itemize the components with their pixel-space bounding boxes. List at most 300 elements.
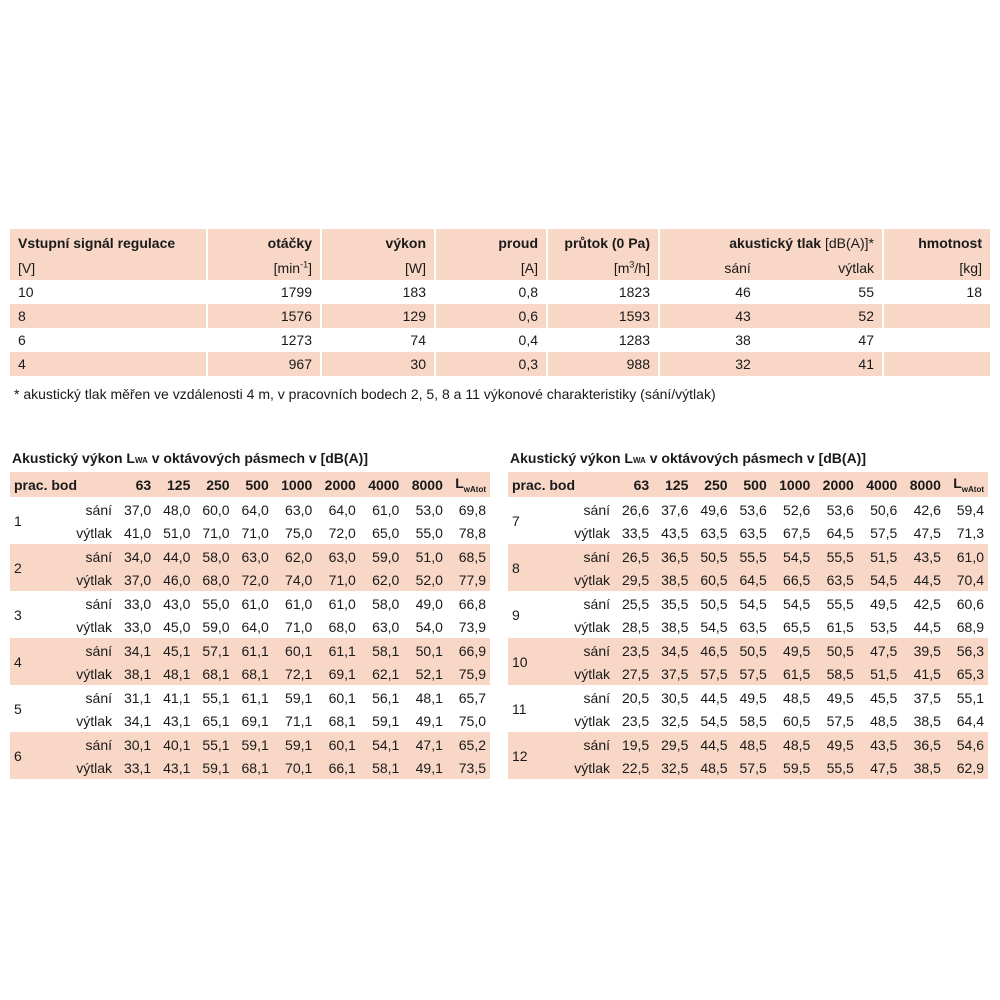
row-label: výtlak [46, 756, 116, 779]
cell-discharge: 47 [759, 328, 884, 352]
operating-point: 8 [508, 544, 544, 591]
cell-value: 33,0 [123, 595, 152, 612]
cell-discharge: 41 [759, 352, 884, 376]
cell-value: 48,5 [771, 732, 815, 756]
cell-weight [884, 304, 990, 328]
table-row [508, 615, 988, 638]
cell-value: 41,0 [123, 524, 152, 541]
header-total: $L_{wAtot}$ [447, 472, 490, 497]
cell-value: 66,9 [447, 638, 490, 662]
header-band: 250 [692, 472, 731, 497]
cell-value: 58,1 [360, 638, 404, 662]
header-band: 250 [194, 472, 233, 497]
cell-value: 38,5 [901, 756, 945, 779]
cell-value: 61,0 [241, 595, 269, 612]
cell-value: 23,5 [621, 712, 650, 729]
cell-value: 45,0 [163, 618, 191, 635]
cell-value: 26,5 [614, 544, 653, 568]
cell-value: 38,1 [116, 662, 155, 685]
cell-value: 37,0 [116, 568, 155, 591]
unit-flow: $[m^3/h]$ [548, 256, 660, 280]
cell-rpm: 1799 [208, 280, 322, 304]
row-label: výtlak [46, 662, 116, 685]
cell-value: 64,0 [241, 501, 269, 518]
cell-value: 60,0 [202, 501, 230, 518]
cell-value: 57,1 [194, 638, 233, 662]
cell-value: 52,0 [403, 568, 447, 591]
table-row [10, 638, 490, 662]
cell-value: 23,5 [614, 638, 653, 662]
cell-value: 27,5 [614, 662, 653, 685]
cell-value: 37,5 [653, 662, 692, 685]
cell-value: 50,6 [870, 501, 898, 518]
cell-value: 62,0 [360, 568, 404, 591]
cell-value: 63,5 [739, 524, 767, 541]
operating-point: 11 [512, 701, 527, 717]
cell-value: 30,5 [661, 689, 689, 706]
cell-value: 38,5 [913, 712, 941, 729]
cell-flow: 1823 [548, 280, 660, 304]
cell-value: 43,0 [163, 595, 191, 612]
cell-value: 75,9 [447, 662, 490, 685]
cell-value: 42,6 [913, 501, 941, 518]
cell-value: 52,6 [783, 501, 811, 518]
table-row [508, 497, 988, 521]
table-row [10, 352, 990, 376]
cell-value: 49,0 [415, 595, 443, 612]
cell-value: 75,0 [285, 524, 313, 541]
cell-value: 54,5 [771, 544, 815, 568]
cell-value: 35,5 [661, 595, 689, 612]
unit-current: [A] [436, 256, 548, 280]
table-row [10, 709, 490, 732]
row-label: sání [544, 544, 614, 568]
cell-value: 65,7 [458, 689, 486, 706]
cell-value: 37,0 [123, 501, 152, 518]
cell-value: 56,3 [945, 638, 988, 662]
cell-value: 71,0 [202, 524, 230, 541]
cell-value: 63,5 [814, 568, 858, 591]
cell-value: 47,1 [403, 732, 447, 756]
operating-point: 9 [512, 607, 520, 623]
header-signal: Vstupní signál regulace [10, 229, 208, 256]
cell-value: 65,1 [202, 712, 230, 729]
header-flow: průtok (0 Pa) [548, 229, 660, 256]
table-row [10, 280, 990, 304]
header-band: 63 [116, 472, 155, 497]
cell-value: 60,5 [692, 568, 731, 591]
row-label: výtlak [574, 524, 610, 541]
cell-value: 59,1 [285, 689, 313, 706]
cell-value: 62,0 [273, 544, 317, 568]
main-table-header-row [10, 229, 990, 256]
cell-value: 64,0 [328, 501, 356, 518]
cell-value: 43,1 [155, 756, 194, 779]
cell-value: 55,0 [415, 524, 443, 541]
cell-value: 61,0 [285, 595, 313, 612]
cell-value: 44,5 [700, 689, 728, 706]
cell-value: 64,5 [732, 568, 771, 591]
operating-point: 3 [14, 607, 22, 623]
cell-value: 57,5 [826, 712, 854, 729]
row-label: výtlak [76, 712, 112, 729]
cell-value: 68,9 [956, 618, 984, 635]
octave-header-row [508, 472, 988, 497]
cell-value: 61,1 [234, 638, 273, 662]
cell-value: 48,1 [415, 689, 443, 706]
cell-value: 29,5 [614, 568, 653, 591]
cell-value: 77,9 [447, 568, 490, 591]
cell-signal: 4 [10, 352, 208, 376]
row-label: sání [583, 501, 610, 518]
cell-value: 59,1 [194, 756, 233, 779]
cell-value: 60,6 [956, 595, 984, 612]
header-band: 2000 [316, 472, 360, 497]
header-band: 125 [653, 472, 692, 497]
table-row [508, 544, 988, 568]
cell-power: 129 [322, 304, 436, 328]
cell-value: 38,5 [661, 618, 689, 635]
unit-suction: sání [660, 256, 759, 280]
cell-value: 42,5 [913, 595, 941, 612]
cell-value: 55,5 [732, 544, 771, 568]
cell-value: 43,1 [163, 712, 191, 729]
cell-value: 51,5 [858, 544, 902, 568]
table-row [10, 615, 490, 638]
header-band: 2000 [814, 472, 858, 497]
cell-value: 43,5 [661, 524, 689, 541]
cell-value: 54,5 [783, 595, 811, 612]
operating-point: 5 [14, 701, 22, 717]
fan-parameters-table [10, 229, 990, 376]
operating-point: 4 [10, 638, 46, 685]
cell-value: 65,5 [783, 618, 811, 635]
cell-value: 74,0 [273, 568, 317, 591]
table-row [10, 662, 490, 685]
cell-value: 71,3 [956, 524, 984, 541]
cell-value: 33,5 [621, 524, 650, 541]
cell-value: 46,5 [692, 638, 731, 662]
cell-value: 72,0 [234, 568, 273, 591]
row-label: výtlak [574, 712, 610, 729]
cell-value: 67,5 [783, 524, 811, 541]
unit-signal: [V] [10, 256, 208, 280]
cell-value: 53,6 [826, 501, 854, 518]
cell-weight: 18 [966, 284, 982, 300]
unit-weight: [kg] [884, 256, 990, 280]
cell-value: 44,5 [901, 568, 945, 591]
cell-weight [884, 328, 990, 352]
table-row [508, 591, 988, 615]
operating-point: 10 [508, 638, 544, 685]
cell-value: 68,1 [194, 662, 233, 685]
octave-table-left [10, 472, 490, 779]
row-label: sání [46, 638, 116, 662]
row-label: sání [85, 501, 112, 518]
cell-value: 45,5 [870, 689, 898, 706]
cell-value: 58,5 [814, 662, 858, 685]
cell-suction: 46 [735, 284, 751, 300]
table-row [10, 756, 490, 779]
cell-flow: 1593 [548, 304, 660, 328]
cell-value: 71,0 [285, 618, 313, 635]
cell-value: 78,8 [458, 524, 486, 541]
table-row [508, 662, 988, 685]
cell-value: 48,5 [692, 756, 731, 779]
header-weight: hmotnost [884, 229, 990, 256]
table-row [10, 732, 490, 756]
cell-value: 62,9 [945, 756, 988, 779]
cell-value: 71,0 [316, 568, 360, 591]
cell-value: 54,5 [739, 595, 767, 612]
table-row [508, 521, 988, 544]
cell-value: 47,5 [858, 756, 902, 779]
footnote: * akustický tlak měřen ve vzdálenosti 4 m, v pracovních bodech 2, 5, 8 a 11 výkonové charakteristiky (sání/výtlak) [14, 386, 716, 402]
cell-value: 61,0 [372, 501, 400, 518]
header-band: 1000 [771, 472, 815, 497]
cell-value: 50,5 [692, 544, 731, 568]
table-row [10, 497, 490, 521]
cell-value: 41,5 [901, 662, 945, 685]
cell-power: 183 [322, 280, 436, 304]
unit-rpm: $[\min^{-1}]$ [208, 256, 322, 280]
cell-current: 0,3 [436, 352, 548, 376]
cell-value: 72,1 [273, 662, 317, 685]
operating-point: 7 [512, 513, 520, 529]
cell-value: 61,0 [328, 595, 356, 612]
cell-value: 47,5 [913, 524, 941, 541]
table-row [508, 709, 988, 732]
cell-value: 68,1 [234, 662, 273, 685]
octave-title-left: Akustický výkon LWA v oktávových pásmech v [dB(A)] [12, 450, 368, 466]
cell-value: 56,1 [372, 689, 400, 706]
cell-value: 53,0 [415, 501, 443, 518]
cell-value: 62,1 [360, 662, 404, 685]
table-row [10, 685, 490, 709]
cell-value: 54,0 [415, 618, 443, 635]
cell-value: 69,1 [241, 712, 269, 729]
cell-value: 69,1 [316, 662, 360, 685]
cell-value: 29,5 [653, 732, 692, 756]
cell-value: 49,5 [814, 732, 858, 756]
cell-value: 45,1 [155, 638, 194, 662]
cell-value: 63,5 [739, 618, 767, 635]
table-row [508, 638, 988, 662]
cell-value: 59,1 [273, 732, 317, 756]
header-band: 4000 [858, 472, 902, 497]
cell-value: 59,0 [202, 618, 230, 635]
cell-value: 46,0 [155, 568, 194, 591]
cell-value: 57,5 [732, 756, 771, 779]
cell-value: 53,5 [870, 618, 898, 635]
header-band: 8000 [403, 472, 447, 497]
cell-value: 65,2 [447, 732, 490, 756]
cell-value: 54,6 [945, 732, 988, 756]
cell-value: 64,5 [826, 524, 854, 541]
cell-value: 66,1 [316, 756, 360, 779]
cell-value: 34,1 [123, 712, 152, 729]
cell-value: 55,1 [956, 689, 984, 706]
header-band: 125 [155, 472, 194, 497]
cell-current: 0,4 [436, 328, 548, 352]
header-band: 8000 [901, 472, 945, 497]
cell-rpm: 1576 [208, 304, 322, 328]
cell-value: 28,5 [621, 618, 650, 635]
cell-value: 49,1 [403, 756, 447, 779]
cell-value: 50,5 [732, 638, 771, 662]
header-operating-point: prac. bod [10, 472, 116, 497]
cell-discharge: 52 [759, 304, 884, 328]
cell-value: 50,1 [403, 638, 447, 662]
cell-value: 64,0 [241, 618, 269, 635]
cell-signal: 6 [10, 328, 208, 352]
cell-value: 59,0 [360, 544, 404, 568]
octave-header-row [10, 472, 490, 497]
cell-value: 66,8 [458, 595, 486, 612]
cell-value: 36,5 [653, 544, 692, 568]
cell-value: 44,5 [913, 618, 941, 635]
header-power: výkon [322, 229, 436, 256]
row-label: výtlak [76, 618, 112, 635]
cell-value: 55,5 [814, 544, 858, 568]
cell-value: 61,0 [945, 544, 988, 568]
cell-value: 50,5 [814, 638, 858, 662]
cell-value: 61,1 [241, 689, 269, 706]
cell-discharge: 55 [759, 280, 884, 304]
cell-value: 73,5 [447, 756, 490, 779]
cell-value: 39,5 [901, 638, 945, 662]
cell-value: 66,5 [771, 568, 815, 591]
row-label: sání [583, 689, 610, 706]
cell-value: 63,0 [285, 501, 313, 518]
cell-value: 65,0 [372, 524, 400, 541]
cell-value: 47,5 [858, 638, 902, 662]
cell-flow: 988 [548, 352, 660, 376]
cell-suction: 43 [660, 304, 759, 328]
cell-value: 25,5 [621, 595, 650, 612]
cell-value: 71,0 [241, 524, 269, 541]
cell-weight [884, 352, 990, 376]
cell-value: 43,5 [858, 732, 902, 756]
cell-value: 68,0 [194, 568, 233, 591]
cell-value: 55,1 [194, 732, 233, 756]
cell-value: 57,5 [692, 662, 731, 685]
table-row [10, 544, 490, 568]
cell-value: 31,1 [123, 689, 152, 706]
cell-value: 63,0 [316, 544, 360, 568]
cell-value: 30,1 [116, 732, 155, 756]
cell-value: 48,0 [163, 501, 191, 518]
cell-value: 55,5 [814, 756, 858, 779]
cell-value: 37,6 [661, 501, 689, 518]
cell-value: 48,5 [870, 712, 898, 729]
cell-value: 57,5 [870, 524, 898, 541]
cell-power: 30 [322, 352, 436, 376]
cell-value: 58,1 [360, 756, 404, 779]
cell-value: 54,5 [700, 712, 728, 729]
cell-suction: 32 [660, 352, 759, 376]
header-total: $L_{wAtot}$ [945, 472, 988, 497]
row-label: sání [544, 638, 614, 662]
cell-value: 20,5 [621, 689, 650, 706]
cell-value: 34,0 [116, 544, 155, 568]
cell-value: 34,5 [653, 638, 692, 662]
row-label: výtlak [544, 756, 614, 779]
cell-value: 36,5 [901, 732, 945, 756]
cell-value: 61,5 [771, 662, 815, 685]
row-label: výtlak [574, 618, 610, 635]
table-row [10, 304, 990, 328]
cell-value: 51,5 [858, 662, 902, 685]
cell-suction: 38 [735, 332, 751, 348]
cell-value: 54,1 [360, 732, 404, 756]
table-row [10, 328, 990, 352]
row-label: výtlak [46, 568, 116, 591]
header-band: 63 [614, 472, 653, 497]
row-label: sání [85, 595, 112, 612]
cell-value: 68,1 [328, 712, 356, 729]
cell-signal: 10 [10, 280, 208, 304]
cell-value: 63,5 [700, 524, 728, 541]
cell-value: 32,5 [661, 712, 689, 729]
cell-value: 68,0 [328, 618, 356, 635]
cell-value: 40,1 [155, 732, 194, 756]
cell-value: 55,5 [826, 595, 854, 612]
header-band: 1000 [273, 472, 317, 497]
operating-point: 6 [10, 732, 46, 779]
cell-value: 52,1 [403, 662, 447, 685]
cell-value: 65,3 [945, 662, 988, 685]
cell-value: 68,1 [234, 756, 273, 779]
cell-value: 75,0 [458, 712, 486, 729]
unit-power: [W] [322, 256, 436, 280]
cell-value: 55,0 [202, 595, 230, 612]
cell-value: 61,5 [826, 618, 854, 635]
table-row [508, 568, 988, 591]
cell-value: 59,5 [771, 756, 815, 779]
table-row [10, 568, 490, 591]
row-label: výtlak [544, 568, 614, 591]
header-operating-point: prac. bod [508, 472, 614, 497]
cell-value: 49,6 [700, 501, 728, 518]
main-table-units-row [10, 256, 990, 280]
cell-value: 53,6 [739, 501, 767, 518]
cell-value: 58,0 [372, 595, 400, 612]
operating-point: 12 [508, 732, 544, 779]
cell-value: 49,5 [771, 638, 815, 662]
cell-value: 70,4 [945, 568, 988, 591]
row-label: sání [46, 544, 116, 568]
cell-rpm: 967 [208, 352, 322, 376]
cell-current: 0,6 [436, 304, 548, 328]
cell-value: 38,5 [653, 568, 692, 591]
cell-value: 60,1 [273, 638, 317, 662]
cell-value: 60,1 [328, 689, 356, 706]
cell-value: 64,4 [956, 712, 984, 729]
row-label: sání [583, 595, 610, 612]
cell-value: 54,5 [700, 618, 728, 635]
octave-table-right [508, 472, 988, 779]
cell-value: 55,1 [202, 689, 230, 706]
cell-value: 44,0 [155, 544, 194, 568]
cell-value: 48,5 [783, 689, 811, 706]
cell-value: 34,1 [116, 638, 155, 662]
cell-value: 60,1 [316, 732, 360, 756]
cell-value: 72,0 [328, 524, 356, 541]
table-row [508, 685, 988, 709]
row-label: sání [46, 732, 116, 756]
cell-value: 63,0 [372, 618, 400, 635]
